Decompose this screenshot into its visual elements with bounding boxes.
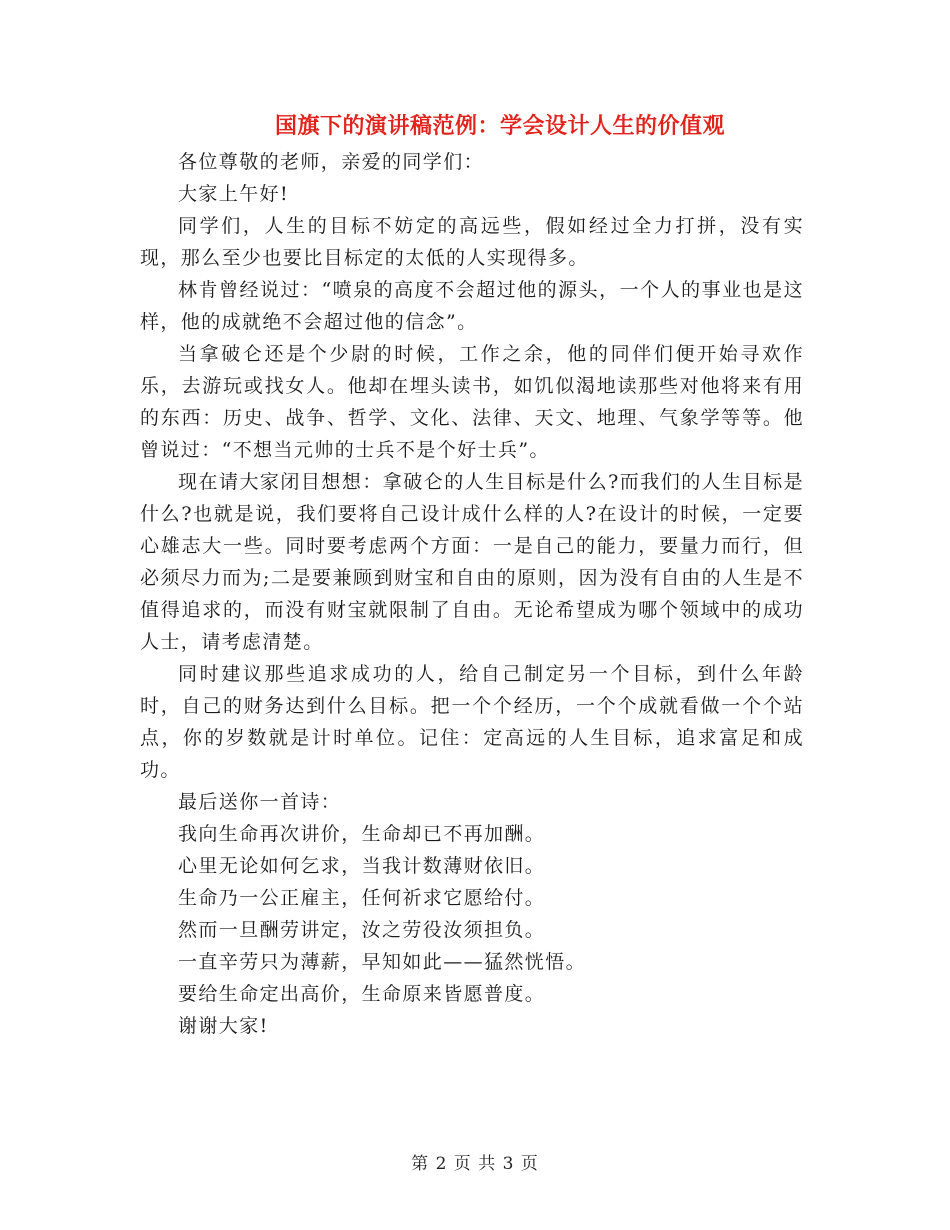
document-body: [140, 146, 804, 1042]
closing: 谢谢大家!: [178, 1015, 269, 1037]
paragraph: 同学们，人生的目标不妨定的高远些，假如经过全力打拼，没有实现，那么至少也要比目标定的太低的人实现得多。: [140, 215, 804, 269]
poem-line: 心里无论如何乞求，当我计数薄财依旧。: [178, 855, 546, 877]
document-title: 国旗下的演讲稿范例：学会设计人生的价值观: [274, 113, 725, 139]
paragraph: 现在请大家闭目想想：拿破仑的人生目标是什么?而我们的人生目标是什么?也就是说，我们要将自己设计成什么样的人?在设计的时候，一定要心雄志大一些。同时要考虑两个方面：一是自己的能力，要量力而行，但必须尽力而为;二是要兼顾到财宝和自由的原则，因为没有自由的人生是不值得追求的，而没有财宝就限制了自由。无论希望成为哪个领域中的成功人士，请考虑清楚。: [140, 471, 804, 653]
poem-line: 我向生命再次讲价，生命却已不再加酬。: [178, 823, 546, 845]
poem-line: 一直辛劳只为薄薪，早知如此——猛然恍悟。: [178, 951, 587, 973]
paragraph: 同时建议那些追求成功的人，给自己制定另一个目标，到什么年龄时，自己的财务达到什么目标。把一个个经历，一个个成就看做一个个站点，你的岁数就是计时单位。记住：定高远的人生目标，追求富足和成功。: [140, 663, 804, 781]
greeting: 各位尊敬的老师，亲爱的同学们：: [178, 151, 485, 173]
paragraph: 当拿破仑还是个少尉的时候，工作之余，他的同伴们便开始寻欢作乐，去游玩或找女人。他却在埋头读书，如饥似渴地读那些对他将来有用的东西：历史、战争、哲学、文化、法律、天文、地理、气象学等等。他曾说过：“不想当元帅的士兵不是个好士兵”。: [140, 343, 804, 461]
poem-intro: 最后送你一首诗：: [178, 791, 342, 813]
poem-line: 然而一旦酬劳讲定，汝之劳役汝须担负。: [178, 919, 546, 941]
poem-line: 生命乃一公正雇主，任何祈求它愿给付。: [178, 887, 546, 909]
salutation: 大家上午好!: [178, 183, 290, 205]
page-number: 第 2 页 共 3 页: [411, 1154, 539, 1174]
paragraph: 林肯曾经说过：“喷泉的高度不会超过他的源头，一个人的事业也是这样，他的成就绝不会超过他的信念”。: [140, 279, 804, 333]
poem-line: 要给生命定出高价，生命原来皆愿普度。: [178, 983, 546, 1005]
